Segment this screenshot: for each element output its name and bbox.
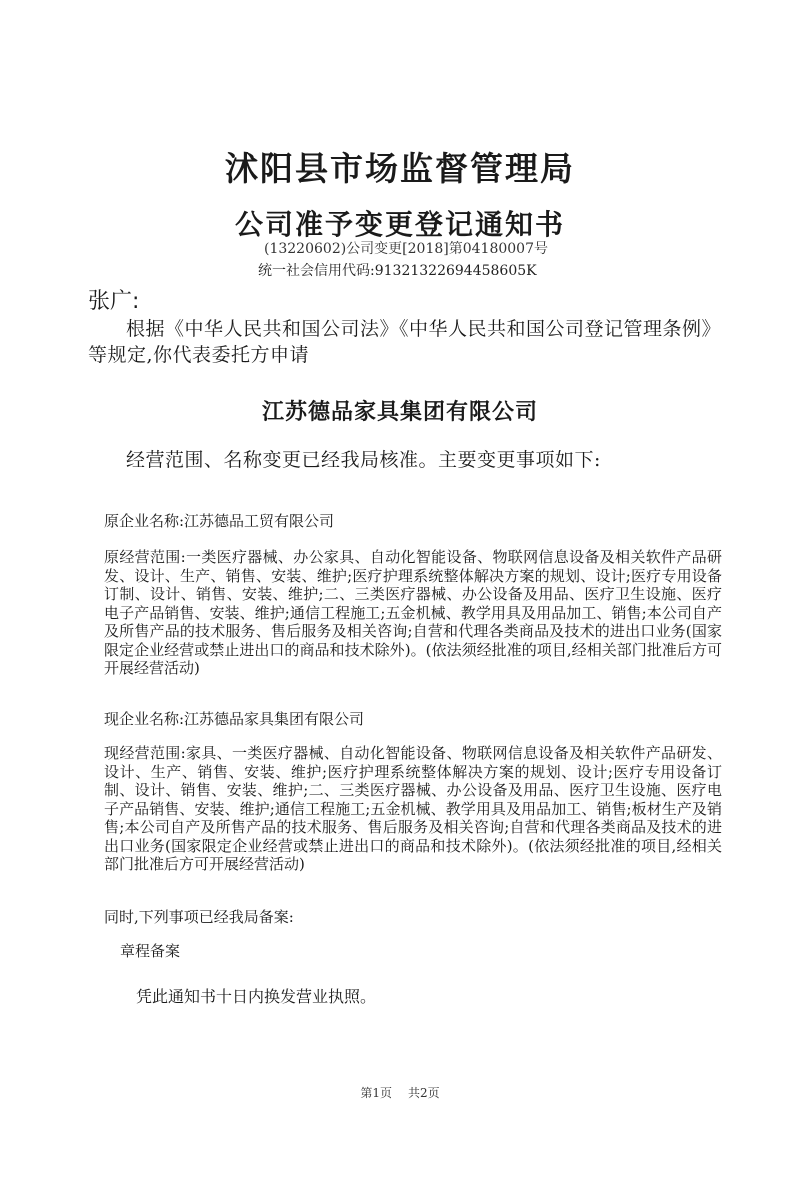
- credit-code: 统一社会信用代码:91321322694458605K: [258, 263, 537, 279]
- page-number: 第1页: [360, 1086, 392, 1100]
- filing-item: 章程备案: [120, 942, 181, 960]
- page-total: 共2页: [408, 1086, 440, 1100]
- page-footer: [0, 1084, 800, 1101]
- addressee: 张广:: [88, 289, 140, 314]
- new-company-name: 现企业名称:江苏德品家具集团有限公司: [104, 710, 365, 728]
- document-number: (13220602)公司变更[2018]第04180007号: [264, 241, 548, 257]
- authority-title: 沭阳县市场监督管理局: [225, 149, 575, 188]
- original-business-scope: 原经营范围:一类医疗器械、办公家具、自动化智能设备、物联网信息设备及相关软件产品研发、设计、生产、销售、安装、维护;医疗护理系统整体解决方案的规划、设计;医疗专用设备订制、设计、销售、安装、维护;二、三类医疗器械、办公设备及用品、医疗卫生设施、医疗电子产品销售、安装、维护;通信工程施工;五金机械、教学用具及用品加工、销售;本公司自产及所售产品的技术服务、售后服务及相关咨询;自营和代理各类商品及技术的进出口业务(国家限定企业经营或禁止进出口的商品和技术除外)。(依法须经批准的项目,经相关部门批准后方可开展经营活动): [104, 548, 722, 677]
- new-business-scope: 现经营范围:家具、一类医疗器械、自动化智能设备、物联网信息设备及相关软件产品研发、设计、生产、销售、安装、维护;医疗护理系统整体解决方案的规划、设计;医疗专用设备订制、设计、销售、安装、维护;二、三类医疗器械、办公设备及用品、医疗卫生设施、医疗电子产品销售、安装、维护;通信工程施工;五金机械、教学用具及用品加工、销售;板材生产及销售;本公司自产及所售产品的技术服务、售后服务及相关咨询;自营和代理各类商品及技术的进出口业务(国家限定企业经营或禁止进出口的商品和技术除外)。(依法须经批准的项目,经相关部门批准后方可开展经营活动): [104, 744, 722, 873]
- original-company-name: 原企业名称:江苏德品工贸有限公司: [104, 512, 335, 530]
- intro-paragraph: 根据《中华人民共和国公司法》《中华人民共和国公司登记管理条例》等规定,你代表委托方申请: [88, 318, 722, 366]
- closing-statement: 凭此通知书十日内换发营业执照。: [136, 987, 377, 1006]
- notice-title: 公司准予变更登记通知书: [234, 208, 565, 241]
- company-name: 江苏德品家具集团有限公司: [261, 400, 538, 425]
- approval-statement: 经营范围、名称变更已经我局核准。主要变更事项如下:: [126, 449, 601, 471]
- filing-statement: 同时,下列事项已经我局备案:: [104, 908, 294, 926]
